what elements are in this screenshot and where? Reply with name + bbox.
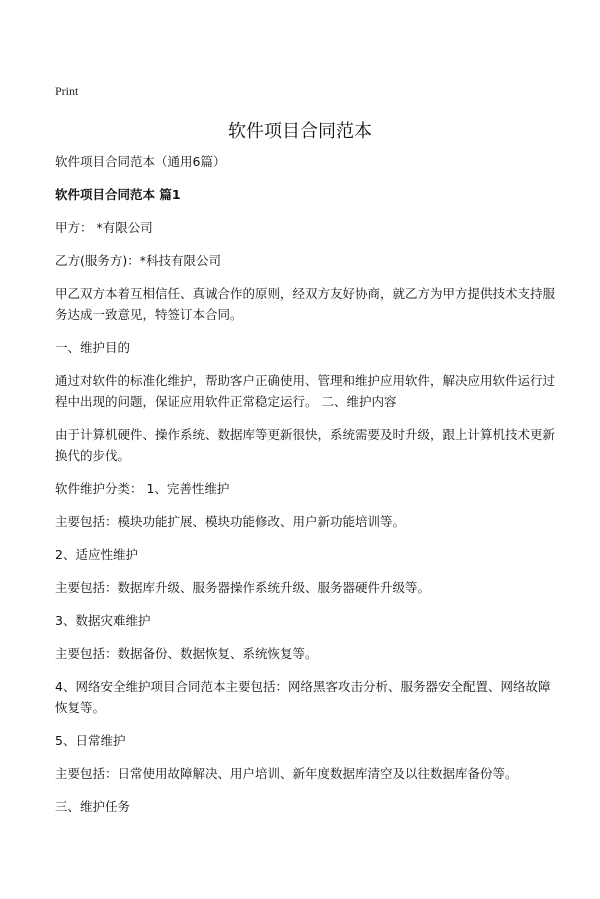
print-label: Print bbox=[55, 84, 79, 98]
party-a-line: 甲方： *有限公司 bbox=[55, 220, 153, 235]
document-body bbox=[55, 151, 555, 829]
heading-disaster: 3、数据灾难维护 bbox=[55, 613, 151, 628]
paragraph-disaster: 主要包括：数据备份、数据恢复、系统恢复等。 bbox=[55, 646, 318, 661]
paragraph-updates: 由于计算机硬件、操作系统、数据库等更新很快，系统需要及时升级，跟上计算机技术更新换代的步伐。 bbox=[55, 427, 556, 463]
paragraph-purpose: 通过对软件的标准化维护，帮助客户正确使用、管理和维护应用软件，解决应用软件运行过程中出现的问题，保证应用软件正常稳定运行。 二、维护内容 bbox=[55, 373, 556, 409]
party-b-line: 乙方(服务方)：*科技有限公司 bbox=[55, 253, 222, 268]
paragraph-adaptive: 主要包括：数据库升级、服务器操作系统升级、服务器硬件升级等。 bbox=[55, 580, 431, 595]
paragraph-daily: 主要包括：日常使用故障解决、用户培训、新年度数据库清空及以往数据库备份等。 bbox=[55, 766, 518, 781]
paragraph-network-security: 4、网络安全维护项目合同范本主要包括：网络黑客攻击分析、服务器安全配置、网络故障恢复等。 bbox=[55, 679, 551, 715]
intro-paragraph: 甲乙双方本着互相信任、真诚合作的原则，经双方友好协商，就乙方为甲方提供技术支持服务达成一致意见，特签订本合同。 bbox=[55, 286, 556, 322]
paragraph-perfective: 主要包括：模块功能扩展、模块功能修改、用户新功能培训等。 bbox=[55, 514, 406, 529]
heading-maintenance-tasks: 三、维护任务 bbox=[55, 799, 131, 814]
document-title: 软件项目合同范本 bbox=[228, 121, 372, 142]
heading-daily: 5、日常维护 bbox=[55, 733, 126, 748]
section-heading: 软件项目合同范本 篇1 bbox=[55, 187, 181, 202]
paragraph-categories: 软件维护分类： 1、完善性维护 bbox=[55, 481, 230, 496]
heading-maintenance-purpose: 一、维护目的 bbox=[55, 340, 131, 355]
heading-adaptive: 2、适应性维护 bbox=[55, 547, 138, 562]
document-subtitle: 软件项目合同范本（通用6篇） bbox=[55, 154, 226, 169]
